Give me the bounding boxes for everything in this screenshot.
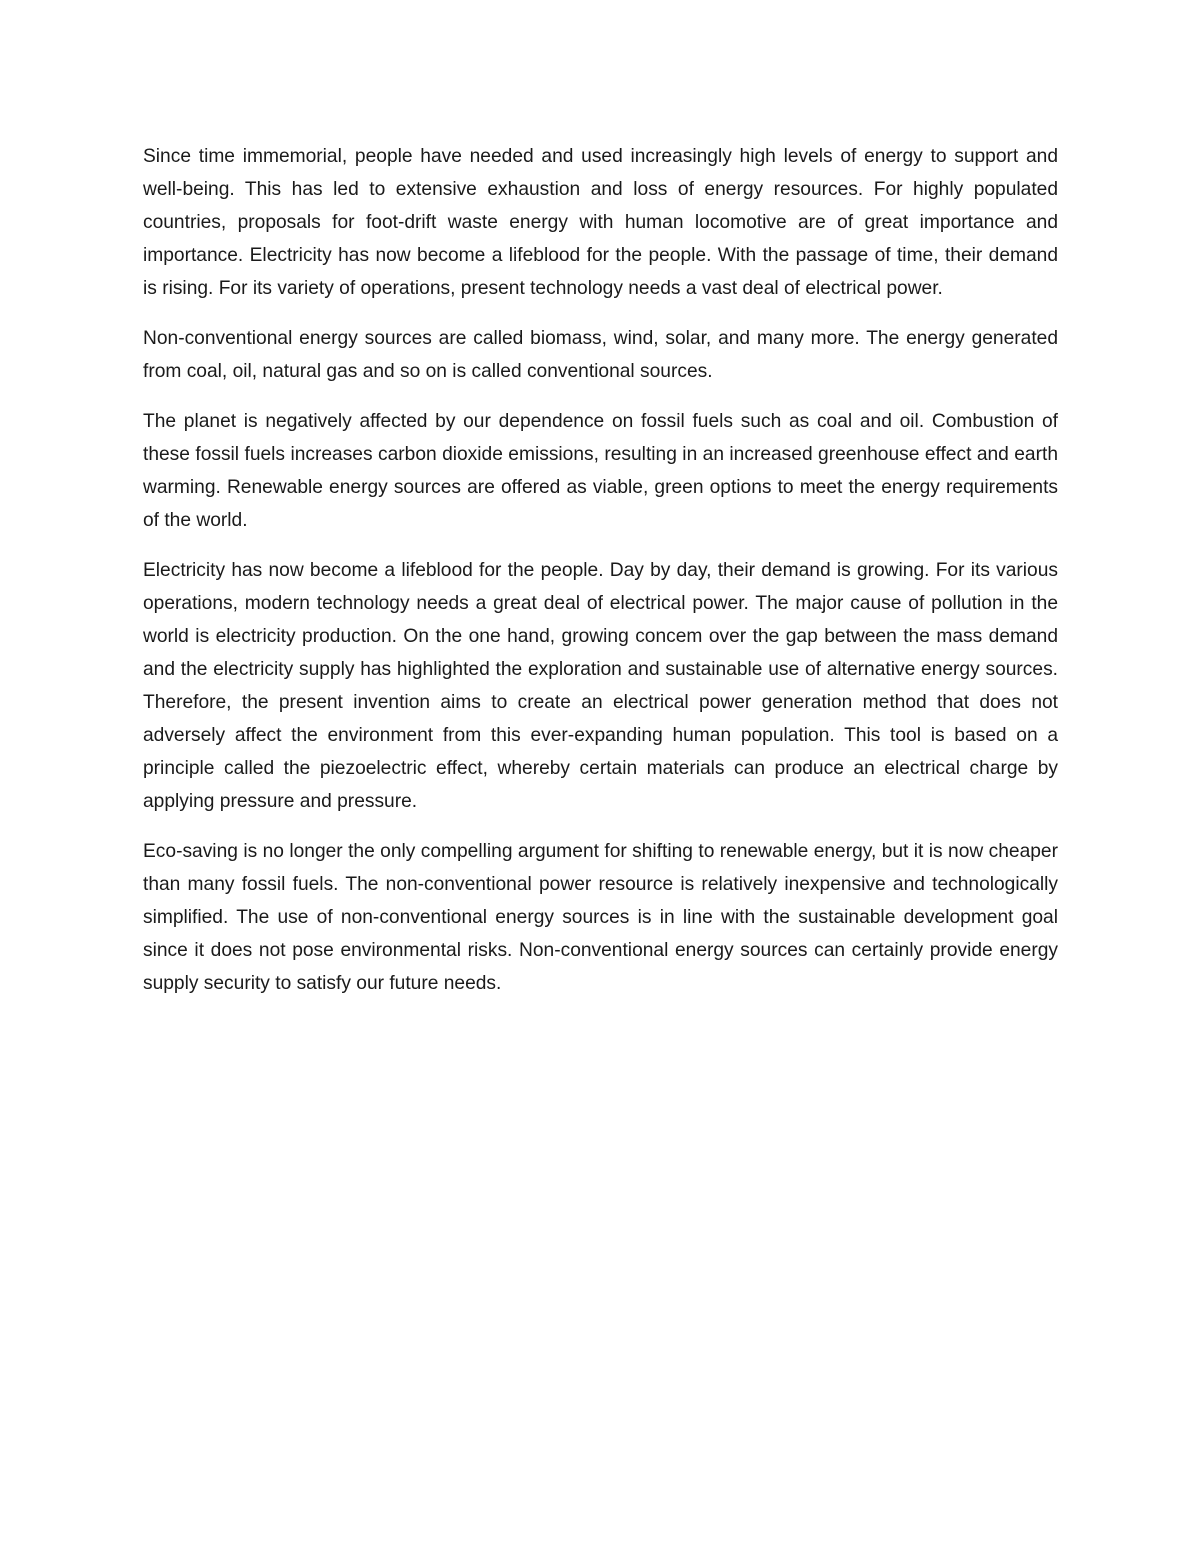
paragraph-2: Non-conventional energy sources are called biomass, wind, solar, and many more. The energy generated from coal, oil, natural gas and so on is called conventional sources.: [143, 328, 1058, 382]
paragraph-4: Electricity has now become a lifeblood for the people. Day by day, their demand is growing. For its various operations, modern technology needs a great deal of electrical power. The major cause of pollution in the world is electricity production. On the one hand, growing concem over the gap between the mass demand and the electricity supply has highlighted the exploration and sustainable use of alternative energy sources. Therefore, the present invention aims to create an electrical power generation method that does not adversely affect the environment from this ever-expanding human population. This tool is based on a principle called the piezoelectric effect, whereby certain materials can produce an electrical charge by applying pressure and pressure.: [143, 560, 1058, 812]
paragraph-5: Eco-saving is no longer the only compelling argument for shifting to renewable energy, but it is now cheaper than many fossil fuels. The non-conventional power resource is relatively inexpensive and technologically simplified. The use of non-conventional energy sources is in line with the sustainable development goal since it does not pose environmental risks. Non-conventional energy sources can certainly provide energy supply security to satisfy our future needs.: [143, 841, 1058, 994]
paragraph-3: The planet is negatively affected by our dependence on fossil fuels such as coal and oil. Combustion of these fossil fuels increases carbon dioxide emissions, resulting in an increased greenhouse effect and earth warming. Renewable energy sources are offered as viable, green options to meet the energy requirements of the world.: [143, 411, 1058, 531]
document-body: [143, 140, 1058, 1017]
paragraph-1: Since time immemorial, people have needed and used increasingly high levels of energy to support and well-being. This has led to extensive exhaustion and loss of energy resources. For highly populated countries, proposals for foot-drift waste energy with human locomotive are of great importance and importance. Electricity has now become a lifeblood for the people. With the passage of time, their demand is rising. For its variety of operations, present technology needs a vast deal of electrical power.: [143, 146, 1058, 299]
